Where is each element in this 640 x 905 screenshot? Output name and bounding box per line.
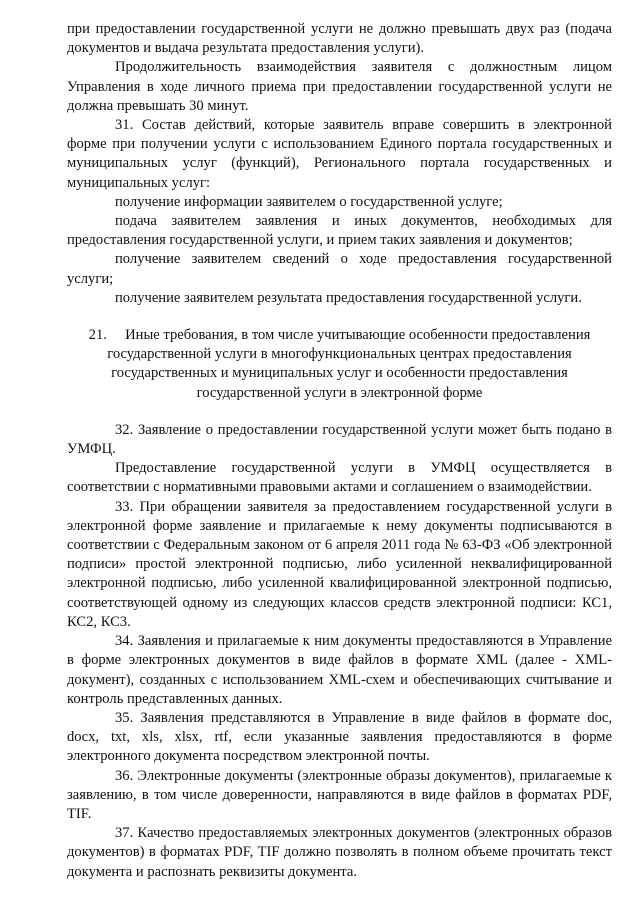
paragraph: Продолжительность взаимодействия заявителя с должностным лицом Управления в ходе личного приема при предоставлении государственной услуги не должна превышать 30 минут. — [67, 59, 612, 114]
paragraph-item-37: 37. Качество предоставляемых электронных документов (электронных образов документов) в форматах PDF, TIF должно позволять в полном объеме прочитать текст документа и распознать реквизиты документа. — [67, 825, 612, 880]
list-item: получение заявителем результата предоставления государственной услуги. — [115, 289, 582, 306]
list-item: подача заявителем заявления и иных документов, необходимых для предоставления государственной услуги, и прием таких заявления и документов; — [67, 213, 612, 249]
spacer — [67, 308, 612, 326]
paragraph-item-36: 36. Электронные документы (электронные образы документов), прилагаемые к заявлению, в том числе доверенности, направляются в виде файлов в форматах PDF, TIF. — [67, 767, 612, 822]
paragraph: Предоставление государственной услуги в УМФЦ осуществляется в соответствии с нормативными правовыми актами и соглашением о взаимодействии. — [67, 460, 612, 496]
paragraph-item-32: 32. Заявление о предоставлении государственной услуги может быть подано в УМФЦ. — [67, 421, 612, 458]
paragraph: при предоставлении государственной услуги не должно превышать двух раз (подача документов и выдача результата предоставления услуги). — [67, 21, 612, 57]
list-item: получение информации заявителем о государственной услуге; — [115, 193, 503, 210]
section-heading — [80, 326, 600, 403]
section-number: 21. — [88, 327, 107, 344]
paragraph-item-33: 33. При обращении заявителя за предоставлением государственной услуги в электронной форме заявление и прилагаемые к нему документы подписываются в соответствии с Федеральным законом от 6 апреля 2011 года № 63-ФЗ «Об электронной подписи» простой электронной подписью, либо усиленной неквалифицированной электронной подписью, либо усиленной квалифицированной электронной подписью, соответствующей одному из следующих классов средств электронной подписи: КС1, КС2, КС3. — [67, 498, 612, 630]
paragraph-item-34: 34. Заявления и прилагаемые к ним документы предоставляются в Управление в форме электронных документов в виде файлов в формате XML (далее - XML-документ), созданных с использованием XML-схем и обеспечивающих считывание и контроль представленных данных. — [67, 633, 612, 707]
list-item: получение заявителем сведений о ходе предоставления государственной услуги; — [67, 251, 612, 287]
document-page — [67, 20, 612, 882]
section-title: Иные требования, в том числе учитывающие особенности предоставления государственной услуги в многофункциональных центрах предоставления государственных и муниципальных услуг и особенности предоставления государственной услуги в электронной форме — [107, 327, 591, 401]
paragraph-item-31: 31. Состав действий, которые заявитель вправе совершить в электронной форме при получении услуги с использованием Единого портала государственных и муниципальных услуг (функций), Регионального портала государственных и муниципальных услуг: — [67, 117, 612, 191]
paragraph-item-35: 35. Заявления представляются в Управление в виде файлов в формате doc, docx, txt, xls, xlsx, rtf, если указанные заявления предоставляются в форме электронного документа посредством электронной почты. — [67, 709, 612, 765]
spacer — [67, 403, 612, 421]
